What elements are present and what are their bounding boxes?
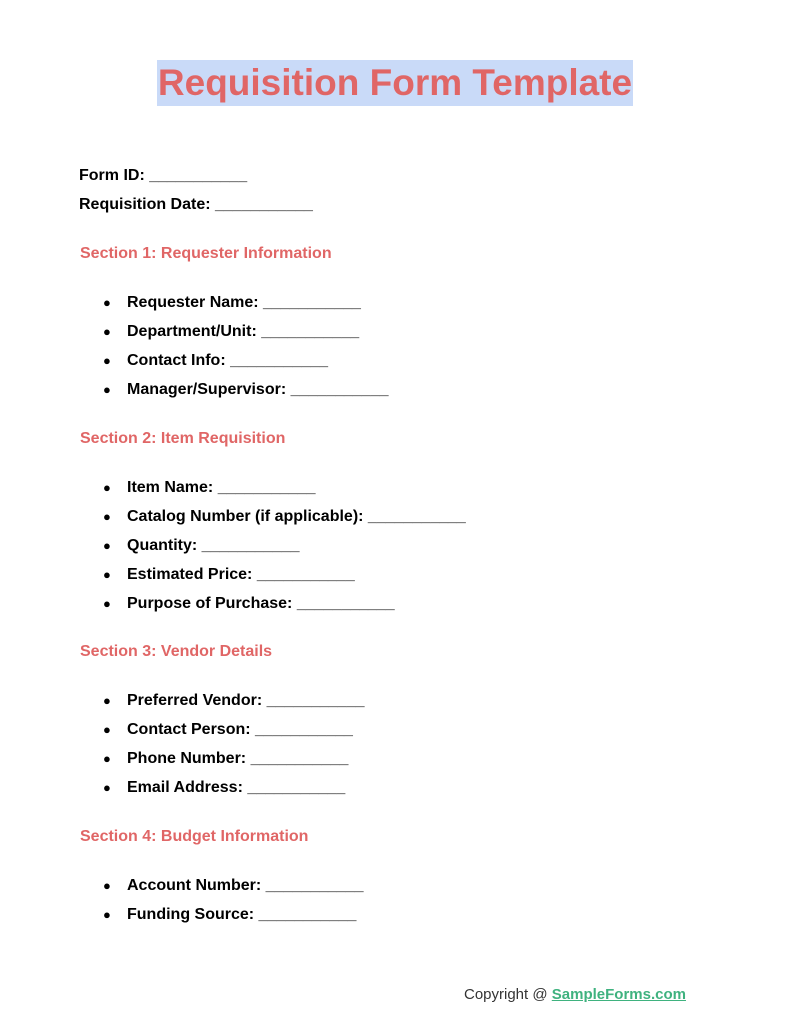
list-item-label: Phone Number: ___________ bbox=[127, 750, 349, 767]
brand-link[interactable]: SampleForms.com bbox=[551, 986, 686, 1003]
bullet-icon: ● bbox=[103, 538, 111, 553]
bullet-icon: ● bbox=[103, 353, 111, 368]
page-title: Requisition Form Template bbox=[157, 60, 633, 106]
bullet-icon: ● bbox=[103, 722, 111, 737]
copyright-prefix: Copyright @ bbox=[464, 986, 552, 1003]
bullet-icon: ● bbox=[103, 780, 111, 795]
bullet-icon: ● bbox=[103, 907, 111, 922]
bullet-icon: ● bbox=[103, 509, 111, 524]
list-item-label: Item Name: ___________ bbox=[127, 479, 316, 496]
list-item-label: Purpose of Purchase: ___________ bbox=[127, 595, 395, 612]
requisition-date-field: Requisition Date: ___________ bbox=[79, 196, 313, 213]
copyright-footer bbox=[464, 985, 686, 1005]
form-id-field: Form ID: ___________ bbox=[79, 167, 248, 184]
list-item-label: Manager/Supervisor: ___________ bbox=[127, 381, 389, 398]
list-item-label: Contact Person: ___________ bbox=[127, 721, 353, 738]
bullet-icon: ● bbox=[103, 382, 111, 397]
list-item-label: Preferred Vendor: ___________ bbox=[127, 692, 365, 709]
list-item-label: Quantity: ___________ bbox=[127, 537, 300, 554]
section-2-heading: Section 2: Item Requisition bbox=[80, 430, 286, 447]
section-1-heading: Section 1: Requester Information bbox=[80, 245, 332, 262]
bullet-icon: ● bbox=[103, 878, 111, 893]
list-item-label: Contact Info: ___________ bbox=[127, 352, 328, 369]
title-container bbox=[0, 60, 790, 106]
bullet-icon: ● bbox=[103, 693, 111, 708]
list-item-label: Requester Name: ___________ bbox=[127, 294, 361, 311]
bullet-icon: ● bbox=[103, 324, 111, 339]
bullet-icon: ● bbox=[103, 480, 111, 495]
bullet-icon: ● bbox=[103, 596, 111, 611]
section-3-heading: Section 3: Vendor Details bbox=[80, 643, 273, 660]
list-item-label: Estimated Price: ___________ bbox=[127, 566, 355, 583]
bullet-icon: ● bbox=[103, 751, 111, 766]
list-item-label: Email Address: ___________ bbox=[127, 779, 346, 796]
list-item-label: Funding Source: ___________ bbox=[127, 906, 357, 923]
list-item-label: Department/Unit: ___________ bbox=[127, 323, 360, 340]
bullet-icon: ● bbox=[103, 567, 111, 582]
section-4-heading: Section 4: Budget Information bbox=[80, 828, 309, 845]
list-item-label: Account Number: ___________ bbox=[127, 877, 364, 894]
bullet-icon: ● bbox=[103, 295, 111, 310]
list-item-label: Catalog Number (if applicable): ___________ bbox=[127, 508, 466, 525]
